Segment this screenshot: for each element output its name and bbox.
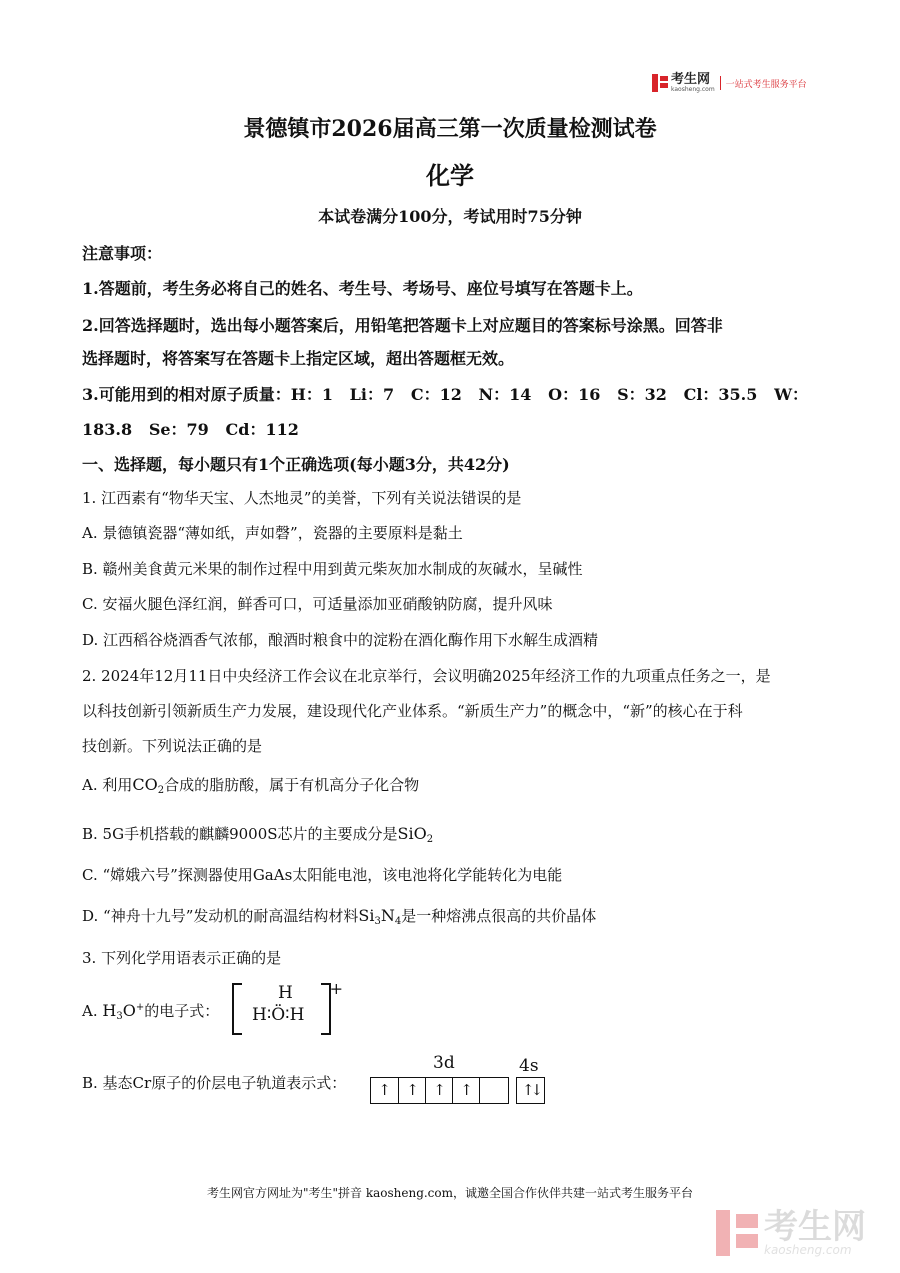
q2-option-c: C. “嫦娥六号”探测器使用GaAs太阳能电池，该电池将化学能转化为电能 [82, 866, 563, 884]
q2-stem-line-3: 技创新。下列说法正确的是 [82, 737, 263, 755]
orbital-3d-cell: ↑ [452, 1078, 480, 1103]
notice-item-3-line-2: 183.8 Se：79 Cd：112 [82, 420, 299, 439]
formula-h: H [102, 1001, 117, 1020]
orbital-4s-label: 4s [519, 1056, 539, 1076]
lewis-middle: H∶Ö∶H [252, 1005, 305, 1025]
logo-slogan: 一站式考生服务平台 [725, 79, 807, 90]
score-info: 本试卷满分100分，考试用时75分钟 [318, 207, 582, 226]
lewis-charge: + [329, 979, 343, 998]
q3-option-b: B. 基态Cr原子的价层电子轨道表示式： [82, 1074, 347, 1092]
q3-a-suffix: 的电子式： [144, 1002, 220, 1020]
logo-divider [720, 76, 721, 90]
exam-subject: 化学 [426, 161, 474, 190]
notice-item-2-line-1: 2.回答选择题时，选出每小题答案后，用铅笔把答题卡上对应题目的答案标号涂黑。回答非 [82, 316, 723, 335]
q2-option-d [82, 905, 596, 927]
formula-superscript: + [135, 1002, 145, 1013]
q3-a-prefix: A. [82, 1002, 98, 1020]
formula-si: Si [358, 906, 375, 925]
orbital-4s-box [516, 1077, 545, 1104]
formula-subscript: 4 [394, 916, 402, 927]
formula-subscript: 2 [426, 834, 434, 845]
lewis-top-h: H [278, 983, 293, 1003]
formula-n: N [380, 906, 395, 925]
notice-item-1: 1.答题前，考生务必将自己的姓名、考生号、考场号、座位号填写在答题卡上。 [82, 279, 643, 298]
q3-option-a [82, 1000, 219, 1022]
formula-sio2: SiO [397, 824, 427, 843]
formula-co2: CO [132, 775, 158, 794]
orbital-3d-box [370, 1077, 509, 1104]
orbital-3d-cell: ↑ [398, 1078, 426, 1103]
q2-a-prefix: A. 利用 [82, 776, 133, 794]
logo-name: 考生网 [671, 72, 711, 87]
q2-option-a [82, 774, 419, 796]
q2-a-suffix: 合成的脂肪酸，属于有机高分子化合物 [164, 776, 420, 794]
watermark [716, 1207, 866, 1257]
exam-title: 景德镇市2026届高三第一次质量检测试卷 [243, 116, 657, 142]
q2-stem-line-2: 以科技创新引领新质生产力发展，建设现代化产业体系。“新质生产力”的概念中，“新”的核心在于科 [82, 702, 743, 720]
q2-option-b [82, 823, 433, 845]
orbital-4s-cell: ↑↓ [521, 1081, 540, 1099]
orbital-3d-label: 3d [433, 1053, 455, 1073]
q2-d-prefix: D. “神舟十九号”发动机的耐高温结构材料 [82, 907, 359, 925]
orbital-3d-cell: ↑ [378, 1081, 391, 1099]
watermark-url: kaosheng.com [764, 1243, 852, 1257]
footer-text: 考生网官方网址为"考生"拼音 kaosheng.com，诚邀全国合作伙伴共建一站式考生服务平台 [206, 1186, 694, 1200]
left-bracket [232, 983, 242, 1035]
q3-stem: 3. 下列化学用语表示正确的是 [82, 949, 282, 967]
notice-item-3-line-1: 3.可能用到的相对原子质量：H：1 Li：7 C：12 N：14 O：16 S：32 Cl：35.5 W： [82, 385, 809, 404]
watermark-name: 考生网 [764, 1207, 866, 1247]
notice-heading: 注意事项： [82, 244, 163, 263]
q1-stem: 1. 江西素有“物华天宝、人杰地灵”的美誉，下列有关说法错误的是 [82, 489, 522, 507]
q1-option-d: D. 江西稻谷烧酒香气浓郁，酿酒时粮食中的淀粉在酒化酶作用下水解生成酒精 [82, 631, 599, 649]
header-logo [652, 73, 807, 93]
formula-o: O [122, 1001, 136, 1020]
section-1-heading: 一、选择题，每小题只有1个正确选项(每小题3分，共42分) [82, 455, 510, 474]
lewis-structure [232, 979, 343, 1033]
formula-subscript: 3 [374, 916, 381, 927]
notice-item-2-line-2: 选择题时，将答案写在答题卡上指定区域，超出答题框无效。 [82, 349, 515, 368]
kaosheng-watermark-icon [716, 1210, 758, 1256]
q1-option-a: A. 景德镇瓷器“薄如纸，声如磬”，瓷器的主要原料是黏土 [82, 524, 463, 542]
logo-url: kaosheng.com [671, 86, 715, 93]
q2-d-suffix: 是一种熔沸点很高的共价晶体 [401, 907, 597, 925]
orbital-3d-cell: ↑ [425, 1078, 453, 1103]
q1-option-b: B. 赣州美食黄元米果的制作过程中用到黄元柴灰加水制成的灰碱水，呈碱性 [82, 560, 583, 578]
kaosheng-logo-icon [652, 74, 668, 92]
formula-subscript: 3 [116, 1011, 123, 1022]
q1-option-c: C. 安福火腿色泽红润，鲜香可口，可适量添加亚硝酸钠防腐，提升风味 [82, 595, 553, 613]
q2-stem-line-1: 2. 2024年12月11日中央经济工作会议在北京举行，会议明确2025年经济工作的九项重点任务之一，是 [82, 667, 771, 685]
orbital-3d-cell [479, 1078, 507, 1103]
formula-subscript: 2 [157, 785, 165, 796]
q2-b-prefix: B. 5G手机搭载的麒麟9000S芯片的主要成分是 [82, 825, 398, 843]
